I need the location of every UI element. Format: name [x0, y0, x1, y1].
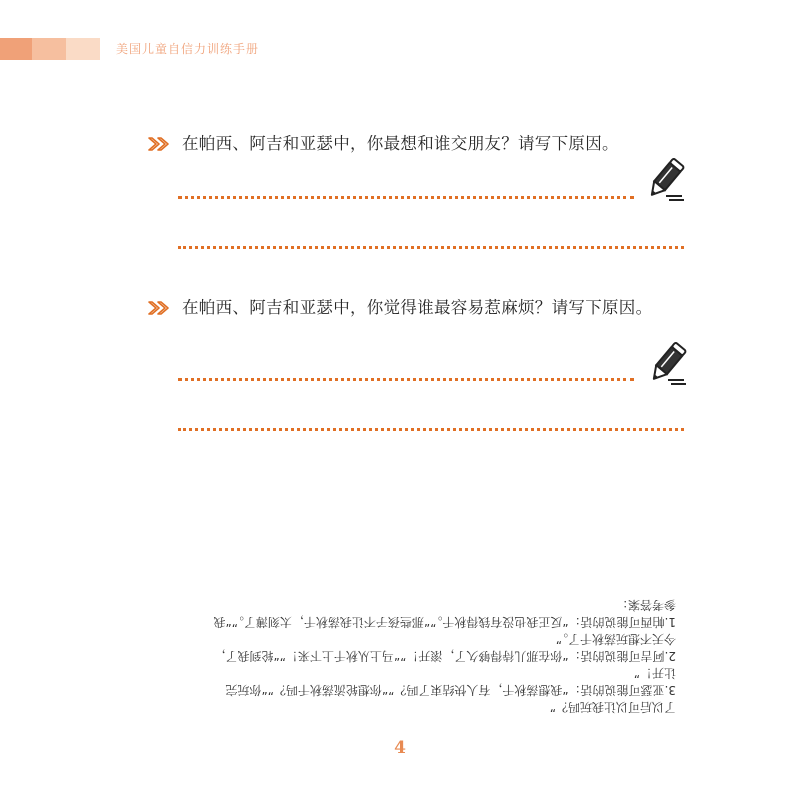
- question-text: 在帕西、阿吉和亚瑟中，你最想和谁交朋友？请写下原因。: [182, 134, 619, 153]
- pencil-icon: [648, 340, 688, 394]
- header-strip-block: [0, 38, 32, 60]
- double-chevron-icon: [148, 296, 182, 320]
- double-chevron-icon: [148, 132, 182, 156]
- answer-line-text: 今天不想玩荡秋千了。”: [555, 632, 676, 646]
- answer-line-text: 了以后可以让我玩吗？”: [549, 700, 676, 714]
- answer-line-text: 2.阿吉可能说的话：“你在那儿待得够久了，滚开！”“马上从秋千上下来！”“轮到我了，: [213, 649, 676, 663]
- book-title: 美国儿童自信力训练手册: [116, 42, 260, 56]
- answer-line-text: 3.亚瑟可能说的话：“我想荡秋千，有人快结束了吗？”“你想轮流荡秋千吗？”“你玩完: [225, 683, 676, 697]
- answer-line[interactable]: [178, 246, 684, 249]
- answer-line-text: 1.帕西可能说的话：“反正我也没有钱得秋千。”“那些孩子不让我荡秋千，太刻薄了。”“我: [213, 615, 676, 629]
- header-strip-block: [32, 38, 66, 60]
- pencil-icon: [646, 156, 686, 210]
- answer-line[interactable]: [178, 428, 684, 431]
- header-color-strip: [0, 38, 100, 60]
- header-strip-block: [66, 38, 100, 60]
- answer-line-text: 让开！”: [633, 666, 676, 680]
- page-number: 4: [394, 738, 406, 758]
- question-block: [148, 132, 688, 156]
- answer-line[interactable]: [178, 378, 634, 381]
- answer-line[interactable]: [178, 196, 634, 199]
- question-text: 在帕西、阿吉和亚瑟中，你觉得谁最容易惹麻烦？请写下原因。: [182, 298, 653, 317]
- reference-answers: [108, 596, 676, 715]
- answers-heading: 参考答案：: [615, 598, 676, 612]
- question-block: [148, 296, 688, 320]
